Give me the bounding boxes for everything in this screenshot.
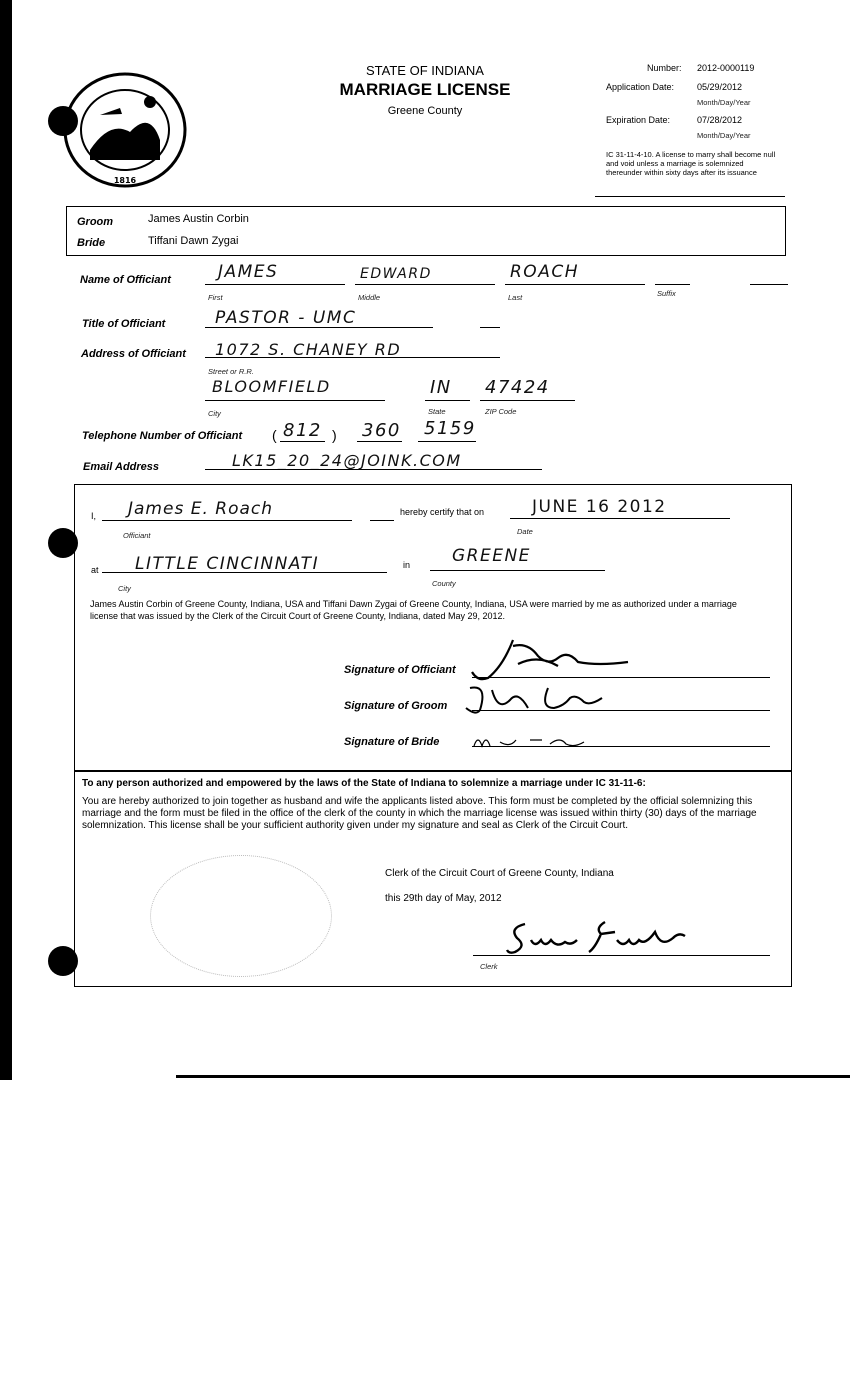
cert-city-caption: City: [118, 584, 131, 593]
street-line: [205, 357, 500, 358]
authority-heading: To any person authorized and empowered by the laws of the State of Indiana to solemnize a marriage under IC 31-11-6:: [82, 778, 646, 789]
cert-city-line: [102, 572, 387, 573]
cert-officiant-line: [102, 520, 352, 521]
phone-area-line: [280, 441, 325, 442]
phone-prefix-line: [357, 441, 402, 442]
last-line: [505, 284, 645, 285]
date-format-caption: Month/Day/Year: [697, 98, 751, 107]
cert-i: I,: [91, 511, 97, 521]
cert-officiant[interactable]: James E. Roach: [128, 499, 274, 519]
cert-statement: James Austin Corbin of Greene County, Indiana, USA and Tiffani Dawn Zygai of Greene County, Indiana, USA were married by me as authorized under a marriage license that was issued by the Clerk of the Circuit Court of Greene County, Indiana, dated May 29, 2012.: [90, 599, 737, 621]
city-caption: City: [208, 409, 221, 418]
first-line: [205, 284, 345, 285]
clerk-line: [473, 955, 770, 956]
groom-name: James Austin Corbin: [148, 213, 249, 225]
officiant-zip[interactable]: 47424: [485, 377, 550, 398]
divider: [595, 196, 785, 197]
extra-line: [750, 284, 788, 285]
officiant-name-label: Name of Officiant: [80, 274, 171, 286]
cert-date-caption: Date: [517, 527, 533, 536]
state-caption: State: [428, 407, 446, 416]
officiant-city[interactable]: BLOOMFIELD: [212, 377, 331, 396]
middle-line: [355, 284, 495, 285]
phone-prefix[interactable]: 360: [362, 420, 401, 441]
authority-body: You are hereby authorized to join together as husband and wife the applicants listed above. This form must be completed by the official solemnizing this marriage and the form must be filed in the office of the clerk of the county in which the marriage license was issued within thirty (30) days of the marriage solemnization. This license shall be your sufficient authority given under my signature and seal as Clerk of the Circuit Court.: [82, 796, 757, 831]
sig-officiant-label: Signature of Officiant: [344, 664, 456, 676]
clerk-dated: this 29th day of May, 2012: [385, 893, 502, 904]
cert-officiant-caption: Officiant: [123, 531, 151, 540]
phone-line-line: [418, 441, 476, 442]
officiant-phone-label: Telephone Number of Officiant: [82, 430, 243, 442]
cert-county-caption: County: [432, 579, 456, 588]
exp-date-label: Expiration Date:: [606, 115, 671, 125]
officiant-middle[interactable]: EDWARD: [360, 266, 432, 282]
officiant-email-label: Email Address: [83, 461, 160, 473]
paren-close: ): [332, 427, 337, 443]
bride-label: Bride: [77, 237, 106, 249]
cert-city[interactable]: LITTLE CINCINNATI: [135, 554, 320, 574]
license-title: MARRIAGE LICENSE: [339, 80, 511, 99]
number-value: 2012-0000119: [697, 63, 755, 73]
cert-gap-line: [370, 520, 394, 521]
phone-area[interactable]: 812: [283, 420, 322, 441]
clerk-caption: Clerk: [480, 962, 498, 971]
sig-groom-line: [472, 710, 770, 711]
zip-line: [480, 400, 575, 401]
groom-label: Groom: [77, 216, 114, 228]
date-format-caption: Month/Day/Year: [697, 131, 751, 140]
title-line-extra: [480, 327, 500, 328]
clerk-signature[interactable]: [505, 918, 690, 958]
cert-county[interactable]: GREENE: [452, 546, 531, 566]
app-date-value: 05/29/2012: [697, 82, 743, 92]
city-line: [205, 400, 385, 401]
scan-bottom-line: [176, 1075, 850, 1078]
officiant-state[interactable]: IN: [430, 377, 452, 398]
cert-date[interactable]: JUNE 16 2012: [532, 497, 667, 517]
sig-groom-label: Signature of Groom: [344, 700, 448, 712]
county-title: Greene County: [387, 105, 463, 117]
phone-line[interactable]: 5159: [424, 418, 476, 439]
zip-caption: ZIP Code: [485, 407, 517, 416]
certification-box: [74, 484, 792, 772]
email-line: [205, 469, 542, 470]
scan-edge: [0, 0, 12, 1080]
number-label: Number:: [647, 63, 682, 73]
last-caption: Last: [508, 293, 523, 302]
officiant-last[interactable]: ROACH: [510, 262, 579, 282]
paren-open: (: [272, 427, 277, 443]
svg-text:1816: 1816: [113, 176, 137, 185]
officiant-address-label: Address of Officiant: [81, 348, 186, 360]
state-title: STATE OF INDIANA: [366, 63, 484, 78]
cert-hereby: hereby certify that on: [400, 507, 485, 517]
officiant-email[interactable]: LK15_20_24@JOINK.COM: [232, 451, 462, 470]
officiant-street[interactable]: 1072 S. CHANEY RD: [215, 340, 402, 359]
officiant-title[interactable]: PASTOR - UMC: [215, 308, 357, 328]
faded-seal: [150, 855, 332, 977]
middle-caption: Middle: [358, 293, 381, 302]
officiant-title-label: Title of Officiant: [82, 318, 166, 330]
sig-bride-label: Signature of Bride: [344, 736, 440, 748]
sig-bride-line: [472, 746, 770, 747]
cert-in: in: [403, 560, 411, 570]
groom-signature[interactable]: [458, 678, 618, 718]
clerk-of: Clerk of the Circuit Court of Greene County, Indiana: [385, 868, 614, 879]
street-caption: Street or R.R.: [208, 367, 254, 376]
first-caption: First: [208, 293, 223, 302]
officiant-first[interactable]: JAMES: [218, 262, 279, 282]
title-line: [205, 327, 433, 328]
suffix-line: [655, 284, 690, 285]
state-line: [425, 400, 470, 401]
bride-name: Tiffani Dawn Zygai: [148, 235, 239, 247]
ic-note: IC 31-11-4-10. A license to marry shall become null and void unless a marriage is solemnized thereunder within sixty days after its issuance: [606, 150, 776, 177]
cert-at: at: [91, 565, 99, 575]
cert-county-line: [430, 570, 605, 571]
suffix-caption: Suffix: [657, 289, 676, 298]
cert-date-line: [510, 518, 730, 519]
bride-signature[interactable]: [470, 730, 600, 752]
app-date-label: Application Date:: [606, 82, 675, 92]
exp-date-value: 07/28/2012: [697, 115, 743, 125]
